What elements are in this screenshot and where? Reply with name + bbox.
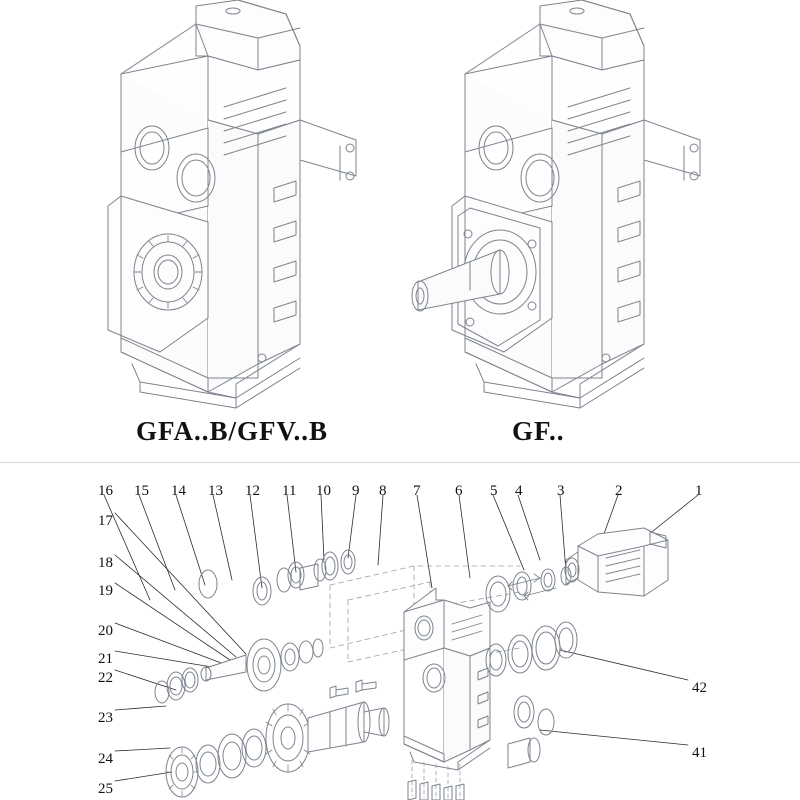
section-divider — [0, 462, 800, 463]
figure-caption-right: GF.. — [512, 416, 565, 446]
callout-number-42: 42 — [692, 680, 707, 696]
callout-number-13: 13 — [208, 483, 223, 499]
gearbox-assembly-left — [108, 0, 356, 408]
motor-adapter-unit — [565, 528, 668, 596]
callout-number-25: 25 — [98, 781, 113, 797]
exploded-parts-diagram — [104, 495, 698, 800]
gearbox-assembly-right — [412, 0, 700, 408]
callout-number-3: 3 — [557, 483, 565, 499]
callout-number-17: 17 — [98, 513, 113, 529]
callout-number-2: 2 — [615, 483, 623, 499]
callout-number-24: 24 — [98, 751, 113, 767]
callout-number-7: 7 — [413, 483, 421, 499]
callout-number-12: 12 — [245, 483, 260, 499]
callout-number-22: 22 — [98, 670, 113, 686]
callout-number-14: 14 — [171, 483, 186, 499]
callout-number-9: 9 — [352, 483, 360, 499]
callout-number-1: 1 — [695, 483, 703, 499]
callout-number-41: 41 — [692, 745, 707, 761]
callout-number-10: 10 — [316, 483, 331, 499]
callout-number-19: 19 — [98, 583, 113, 599]
callout-number-11: 11 — [282, 483, 297, 499]
callout-number-21: 21 — [98, 651, 113, 667]
callout-number-20: 20 — [98, 623, 113, 639]
figure-caption-left: GFA..B/GFV..B — [136, 416, 329, 446]
callout-number-8: 8 — [379, 483, 387, 499]
callout-number-5: 5 — [490, 483, 498, 499]
callout-number-23: 23 — [98, 710, 113, 726]
callout-number-6: 6 — [455, 483, 463, 499]
callout-number-18: 18 — [98, 555, 113, 571]
callout-number-16: 16 — [98, 483, 113, 499]
callout-number-4: 4 — [515, 483, 523, 499]
callout-number-15: 15 — [134, 483, 149, 499]
